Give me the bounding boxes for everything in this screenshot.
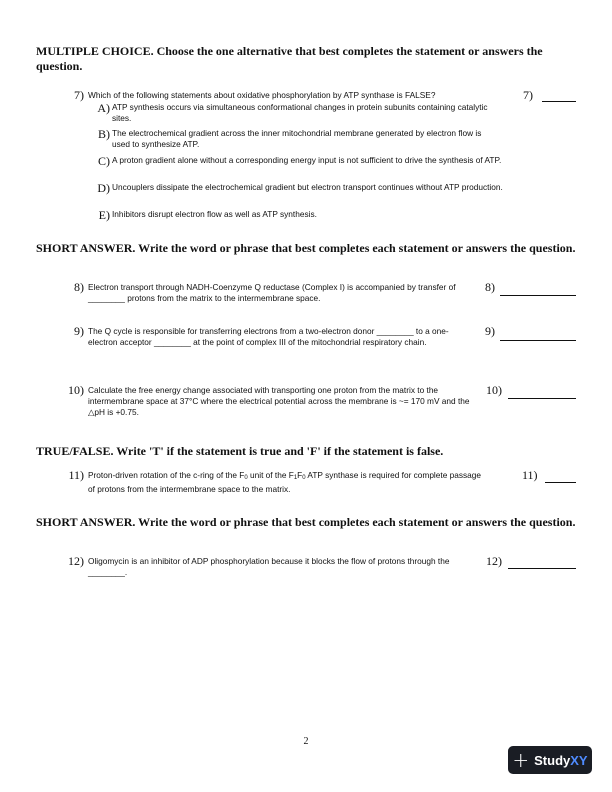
- page-number: 2: [303, 736, 309, 747]
- question-number: 9): [74, 324, 84, 338]
- question-text: Oligomycin is an inhibitor of ADP phosphorylation because it blocks the flow of protons through the ________.: [88, 556, 450, 577]
- choice-letter: A): [97, 101, 110, 115]
- question-text-part: Proton-driven rotation of the c-ring of the F: [88, 470, 245, 480]
- choice-text: Uncouplers dissipate the electrochemical gradient but electron transport continues without ATP production.: [112, 182, 503, 192]
- question-number: 7): [74, 88, 84, 102]
- question-number: 11): [68, 468, 84, 482]
- question-number: 8): [74, 280, 84, 294]
- answer-line[interactable]: [500, 295, 576, 296]
- question-text-part: F: [297, 470, 303, 480]
- subscript: 0: [244, 475, 248, 481]
- brand-name-part: Study: [534, 752, 571, 768]
- question-text: Which of the following statements about oxidative phosphorylation by ATP synthase is FALSE?: [88, 90, 436, 100]
- question-text: Electron transport through NADH-Coenzyme Q reductase (Complex I) is accompanied by transfer of ________ protons from the matrix to the intermembrane space.: [88, 282, 456, 303]
- subscript: 1: [293, 475, 298, 481]
- section-heading-short-answer: SHORT ANSWER. Write the word or phrase that best completes each statement or answers the question.: [36, 515, 576, 529]
- choice-text: ATP synthesis occurs via simultaneous conformational changes in protein subunits containing catalytic sites.: [112, 102, 488, 123]
- question-text-part: ATP synthase is required for complete passage of protons from the intermembrane space to the matrix.: [88, 470, 481, 494]
- studyxy-badge[interactable]: [508, 746, 592, 774]
- section-heading-multiple-choice: MULTIPLE CHOICE. Choose the one alternative that best completes the statement or answers the question.: [36, 44, 543, 73]
- answer-number: 11): [522, 468, 538, 482]
- answer-line[interactable]: [508, 398, 576, 399]
- answer-number: 10): [486, 383, 502, 397]
- choice-letter: B): [98, 127, 110, 141]
- question-number: 12): [68, 554, 84, 568]
- answer-line[interactable]: [545, 482, 576, 483]
- answer-number: 12): [486, 554, 502, 568]
- answer-number: 7): [523, 88, 533, 102]
- subscript: 0: [302, 475, 306, 481]
- answer-line[interactable]: [508, 568, 576, 569]
- choice-letter: C): [98, 154, 110, 168]
- section-heading-true-false: TRUE/FALSE. Write 'T' if the statement is true and 'F' if the statement is false.: [36, 444, 444, 458]
- brand-name-part: XY: [570, 752, 588, 768]
- question-text: Calculate the free energy change associated with transporting one proton from the matrix to the intermembrane space at 37°C where the electrical potential across the membrane is ~= 170 mV and the △pH is +0.75.: [88, 385, 470, 417]
- brand-name: [534, 753, 587, 768]
- plus-icon: +: [512, 748, 530, 772]
- question-text: The Q cycle is responsible for transferring electrons from a two-electron donor ________ to a one-electron acceptor ________ at the point of complex III of the mitochondrial respiratory chain.: [88, 326, 449, 347]
- choice-text: A proton gradient alone without a corresponding energy input is not sufficient to drive the synthesis of ATP.: [112, 155, 502, 165]
- choice-letter: E): [98, 208, 110, 222]
- question-number: 10): [68, 383, 84, 397]
- choice-letter: D): [97, 181, 110, 195]
- answer-line[interactable]: [500, 340, 576, 341]
- section-heading-short-answer: SHORT ANSWER. Write the word or phrase that best completes each statement or answers the question.: [36, 241, 576, 255]
- choice-text: Inhibitors disrupt electron flow as well as ATP synthesis.: [112, 209, 317, 219]
- answer-line[interactable]: [542, 101, 576, 102]
- answer-number: 8): [485, 280, 495, 294]
- question-text: [88, 470, 488, 495]
- answer-number: 9): [485, 324, 495, 338]
- choice-text: The electrochemical gradient across the inner mitochondrial membrane generated by electron flow is used to synthesize ATP.: [112, 128, 482, 149]
- question-text-part: unit of the F: [247, 470, 294, 480]
